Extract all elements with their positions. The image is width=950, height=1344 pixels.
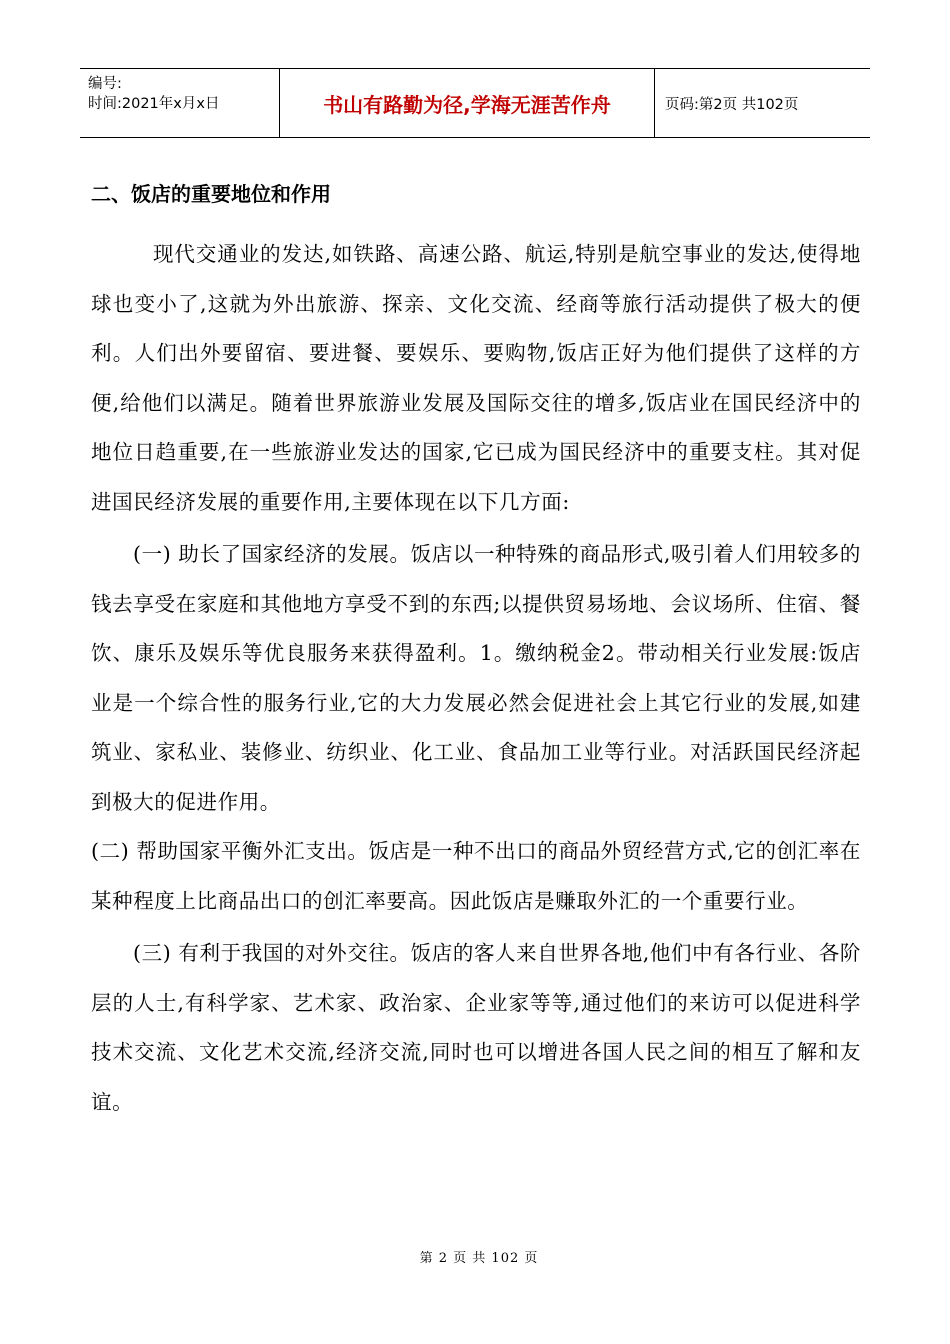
paragraph-point-1: (一) 助长了国家经济的发展。饭店以一种特殊的商品形式,吸引着人们用较多的钱去享受在家庭和其他地方享受不到的东西;以提供贸易场地、会议场所、住宿、餐饮、康乐及娱乐等优良服务来获得盈利。1。缴纳税金2。带动相关行业发展:饭店业是一个综合性的服务行业,它的大力发展必然会促进社会上其它行业的发展,如建筑业、家私业、装修业、纺织业、化工业、食品加工业等行业。对活跃国民经济起到极大的促进作用。: [91, 542, 861, 814]
paragraph-point-2: (二) 帮助国家平衡外汇支出。饭店是一种不出口的商品外贸经营方式,它的创汇率在某种程度上比商品出口的创汇率要高。因此饭店是赚取外汇的一个重要行业。: [91, 839, 861, 913]
date-label: 时间:2021年x月x日: [88, 96, 220, 112]
page-footer: 第 2 页 共 102 页: [419, 1251, 539, 1266]
document-body: [91, 170, 861, 1127]
header-page-info: 页码:第2页 共102页: [665, 96, 799, 113]
code-label: 编号:: [88, 76, 122, 92]
paragraph-intro: 现代交通业的发达,如铁路、高速公路、航运,特别是航空事业的发达,使得地球也变小了,这就为外出旅游、探亲、文化交流、经商等旅行活动提供了极大的便利。人们出外要留宿、要进餐、要娱乐、要购物,饭店正好为他们提供了这样的方便,给他们以满足。随着世界旅游业发展及国际交往的增多,饭店业在国民经济中的地位日趋重要,在一些旅游业发达的国家,它已成为国民经济中的重要支柱。其对促进国民经济发展的重要作用,主要体现在以下几方面:: [91, 242, 861, 514]
paragraph-point-3: (三) 有利于我国的对外交往。饭店的客人来自世界各地,他们中有各行业、各阶层的人士,有科学家、艺术家、政治家、企业家等等,通过他们的来访可以促进科学技术交流、文化艺术交流,经济交流,同时也可以增进各国人民之间的相互了解和友谊。: [91, 941, 861, 1114]
document-header: [80, 68, 870, 138]
section-heading: 二、饭店的重要地位和作用: [91, 182, 331, 206]
header-motto: 书山有路勤为径,学海无涯苦作舟: [280, 69, 655, 137]
header-meta: [80, 69, 280, 137]
